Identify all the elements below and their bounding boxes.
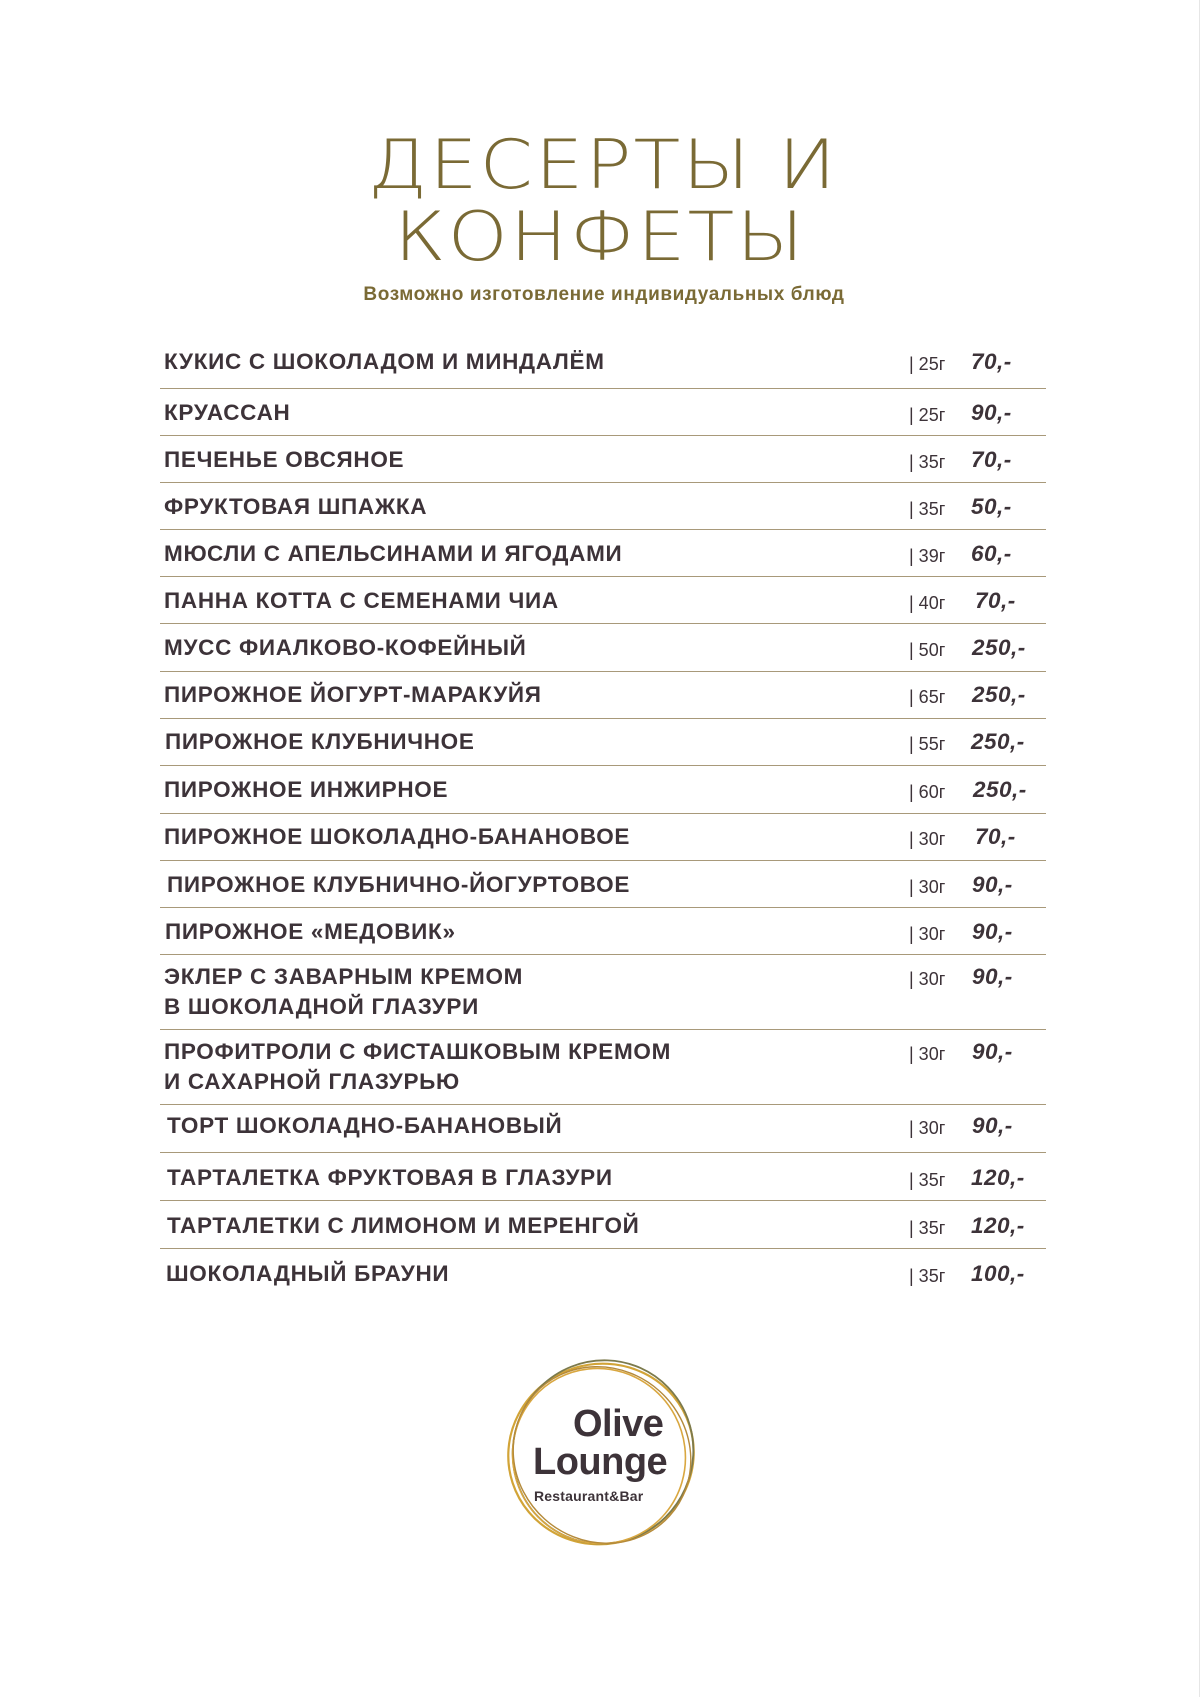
item-name: МУСС ФИАЛКОВО-КОФЕЙНЫЙ (164, 635, 527, 660)
item-name: ТАРТАЛЕТКИ С ЛИМОНОМ И МЕРЕНГОЙ (167, 1213, 640, 1238)
item-name: ФРУКТОВАЯ ШПАЖКА (164, 494, 428, 519)
menu-item (160, 814, 1046, 861)
item-name: ПИРОЖНОЕ ЙОГУРТ-МАРАКУЙЯ (164, 682, 542, 707)
item-price: 250,- (971, 729, 1025, 754)
item-weight: | 25г (909, 405, 946, 425)
item-weight: | 65г (909, 687, 946, 707)
item-weight: | 30г (909, 877, 946, 897)
item-price: 250,- (973, 777, 1027, 802)
menu-item (160, 1249, 1046, 1297)
item-weight: | 40г (909, 593, 946, 613)
menu-item (160, 1105, 1046, 1153)
item-weight: | 30г (909, 1044, 946, 1064)
item-name: ПИРОЖНОЕ ШОКОЛАДНО-БАНАНОВОЕ (164, 824, 631, 849)
item-price: 90,- (972, 964, 1013, 989)
item-price: 120,- (971, 1213, 1025, 1238)
item-name: ПИРОЖНОЕ КЛУБНИЧНО-ЙОГУРТОВОЕ (167, 872, 631, 897)
item-weight: | 30г (909, 829, 946, 849)
item-name: ПИРОЖНОЕ КЛУБНИЧНОЕ (165, 729, 475, 754)
item-weight: | 30г (909, 1118, 946, 1138)
item-weight: | 35г (909, 1170, 946, 1190)
menu-item (160, 436, 1046, 483)
item-price: 70,- (975, 588, 1016, 613)
page-title-line-2: КОНФЕТЫ (394, 198, 806, 277)
item-name: ПЕЧЕНЬЕ ОВСЯНОЕ (164, 447, 405, 472)
menu-item (160, 908, 1046, 955)
logo-word-lounge: Lounge (533, 1441, 668, 1483)
logo-word-olive: Olive (573, 1403, 664, 1445)
item-name: КРУАССАН (164, 400, 291, 425)
item-price: 50,- (971, 494, 1012, 519)
menu-item (160, 955, 1046, 1030)
item-name: ПРОФИТРОЛИ С ФИСТАШКОВЫМ КРЕМОМ (164, 1039, 672, 1064)
item-weight: | 50г (909, 640, 946, 660)
item-price: 70,- (971, 447, 1012, 472)
item-price: 70,- (975, 824, 1016, 849)
item-price: 120,- (971, 1165, 1025, 1190)
item-name: ШОКОЛАДНЫЙ БРАУНИ (166, 1261, 450, 1286)
header (0, 126, 1200, 306)
logo-tagline: Restaurant&Bar (534, 1488, 644, 1504)
item-weight: | 30г (909, 924, 946, 944)
item-name: ПИРОЖНОЕ «МЕДОВИК» (165, 919, 456, 944)
item-price: 90,- (972, 872, 1013, 897)
menu-item (160, 861, 1046, 908)
menu-item (160, 344, 1046, 389)
item-weight: | 35г (909, 499, 946, 519)
item-weight: | 35г (909, 1266, 946, 1286)
menu-item (160, 577, 1046, 624)
menu-list (160, 344, 1046, 1297)
menu-item (160, 719, 1046, 766)
item-price: 90,- (972, 1113, 1013, 1138)
menu-item (160, 624, 1046, 672)
menu-item (160, 1030, 1046, 1105)
item-weight: | 30г (909, 969, 946, 989)
item-name: ЭКЛЕР С ЗАВАРНЫМ КРЕМОМ (164, 964, 524, 989)
item-weight: | 35г (909, 1218, 946, 1238)
item-weight: | 39г (909, 546, 946, 566)
item-name: КУКИС С ШОКОЛАДОМ И МИНДАЛЁМ (164, 349, 605, 374)
menu-item (160, 530, 1046, 577)
item-price: 250,- (972, 635, 1026, 660)
item-price: 90,- (972, 919, 1013, 944)
item-price: 100,- (971, 1261, 1025, 1286)
page-subtitle: Возможно изготовление индивидуальных блюд (363, 284, 845, 305)
menu-item (160, 1201, 1046, 1249)
item-name: ТОРТ ШОКОЛАДНО-БАНАНОВЫЙ (167, 1113, 563, 1138)
menu-item (160, 483, 1046, 530)
item-name: ТАРТАЛЕТКА ФРУКТОВАЯ В ГЛАЗУРИ (167, 1165, 613, 1190)
item-weight: | 60г (909, 782, 946, 802)
brand-logo (501, 1356, 701, 1552)
item-price: 90,- (972, 1039, 1013, 1064)
item-name-line-2: И САХАРНОЙ ГЛАЗУРЬЮ (164, 1069, 460, 1094)
menu-item (160, 1153, 1046, 1201)
item-weight: | 35г (909, 452, 946, 472)
item-name: ПАННА КОТТА С СЕМЕНАМИ ЧИА (164, 588, 559, 613)
item-name: МЮСЛИ С АПЕЛЬСИНАМИ И ЯГОДАМИ (164, 541, 623, 566)
menu-item (160, 672, 1046, 719)
item-price: 60,- (971, 541, 1012, 566)
item-price: 250,- (972, 682, 1026, 707)
menu-item (160, 766, 1046, 814)
menu-item (160, 389, 1046, 436)
item-price: 70,- (971, 349, 1012, 374)
item-weight: | 55г (909, 734, 946, 754)
item-name: ПИРОЖНОЕ ИНЖИРНОЕ (164, 777, 449, 802)
item-weight: | 25г (909, 354, 946, 374)
item-price: 90,- (971, 400, 1012, 425)
item-name-line-2: В ШОКОЛАДНОЙ ГЛАЗУРИ (164, 994, 480, 1019)
page-title-line-1: ДЕСЕРТЫ И (367, 126, 839, 205)
